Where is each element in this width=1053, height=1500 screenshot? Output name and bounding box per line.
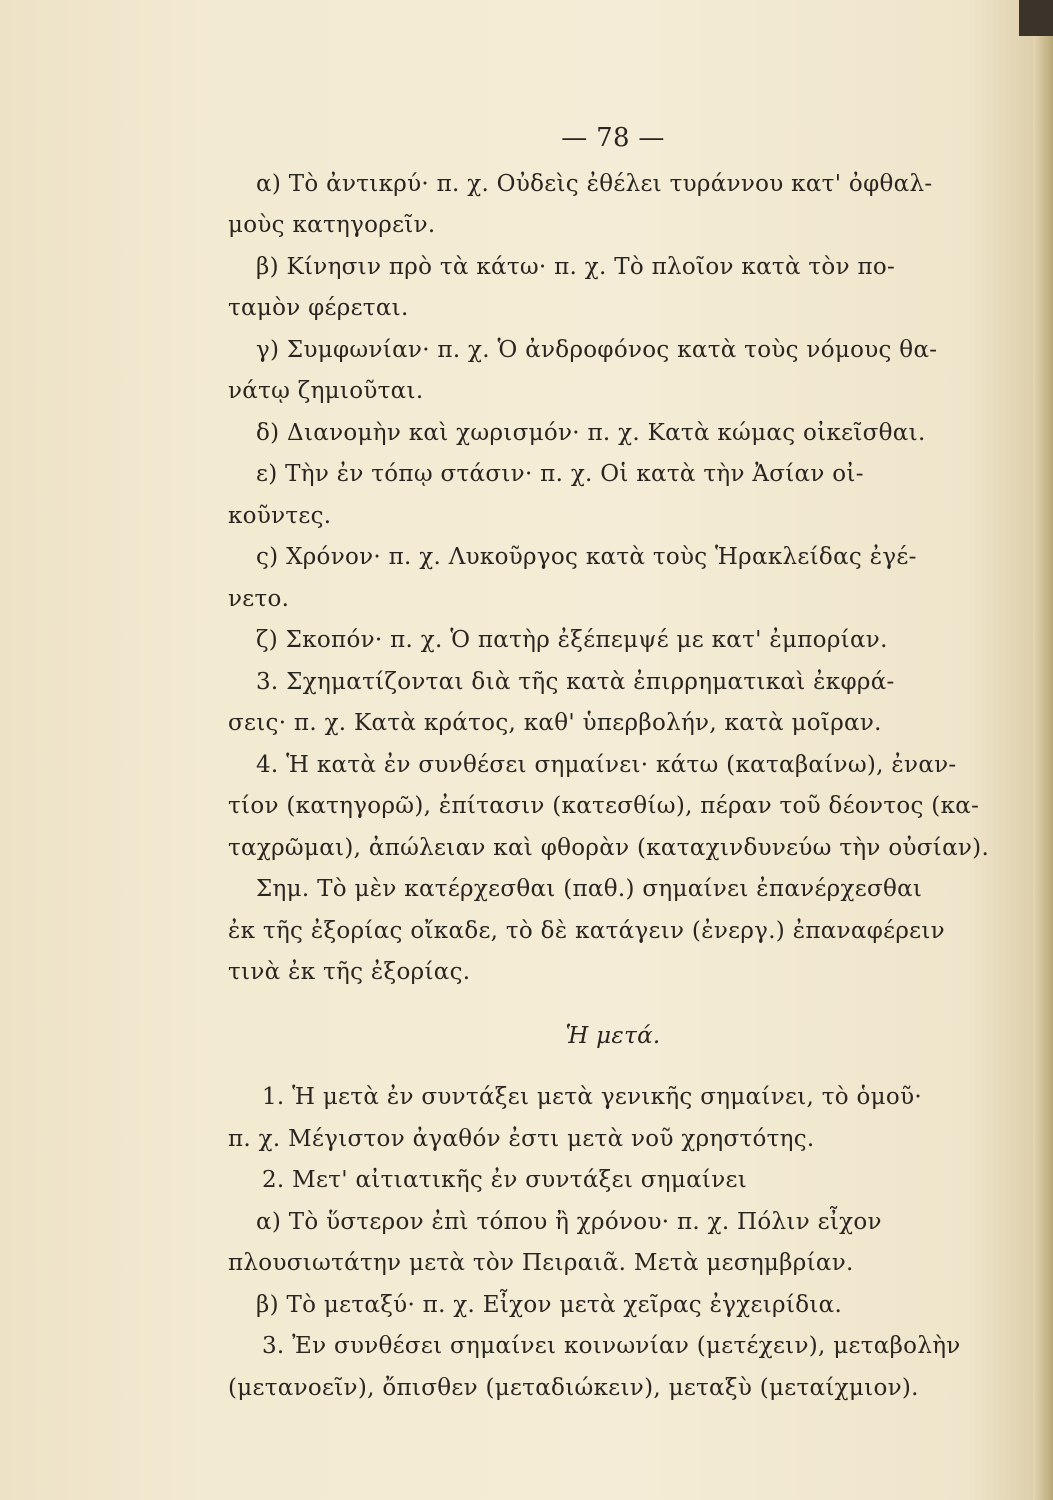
- text-line: Σημ. Τὸ μὲν κατέρχεσθαι (παθ.) σημαίνει ἐπανέρχεσθαι: [256, 876, 923, 902]
- page-text: [228, 118, 990, 1409]
- text-line: τίον (κατηγορῶ), ἐπίτασιν (κατεσθίω), πέραν τοῦ δέοντος (κα-: [228, 793, 980, 819]
- text-line: α) Τὸ ἀντικρύ· π. χ. Οὐδεὶς ἐθέλει τυράννου κατ' ὀφθαλ-: [256, 170, 933, 197]
- text-line: (μετανοεῖν), ὄπισθεν (μεταδιώκειν), μεταξὺ (μεταίχμιον).: [228, 1374, 919, 1401]
- text-line: α) Τὸ ὕστερον ἐπὶ τόπου ἢ χρόνου· π. χ. Πόλιν εἶχον: [256, 1208, 882, 1235]
- text-line: 3. Ἐν συνθέσει σημαίνει κοινωνίαν (μετέχειν), μεταβολὴν: [262, 1333, 961, 1359]
- text-line: 4. Ἡ κατὰ ἐν συνθέσει σημαίνει· κάτω (καταβαίνω), ἐναν-: [256, 751, 957, 778]
- text-line: γ) Συμφωνίαν· π. χ. Ὁ ἀνδροφόνος κατὰ τοὺς νόμους θα-: [256, 336, 938, 363]
- text-line: ζ) Σκοπόν· π. χ. Ὁ πατὴρ ἐξέπεμψέ με κατ' ἐμπορίαν.: [256, 627, 888, 653]
- text-line: τινὰ ἐκ τῆς ἐξορίας.: [228, 959, 471, 985]
- text-line: νετο.: [228, 585, 290, 612]
- text-line: 2. Μετ' αἰτιατικῆς ἐν συντάξει σημαίνει: [262, 1167, 748, 1193]
- page-edge: [1033, 0, 1053, 1500]
- text-line: δ) Διανομὴν καὶ χωρισμόν· π. χ. Κατὰ κώμας οἰκεῖσθαι.: [256, 419, 926, 446]
- text-line: ταχρῶμαι), ἀπώλειαν καὶ φθορὰν (καταχινδυνεύω τὴν οὐσίαν).: [228, 834, 990, 861]
- text-block-meta: [228, 1077, 961, 1409]
- text-line: ε) Τὴν ἐν τόπῳ στάσιν· π. χ. Οἱ κατὰ τὴν Ἀσίαν οἰ-: [256, 461, 864, 487]
- text-line: 1. Ἡ μετὰ ἐν συντάξει μετὰ γενικῆς σημαίνει, τὸ ὁμοῦ·: [262, 1084, 922, 1110]
- text-line: μοὺς κατηγορεῖν.: [228, 212, 436, 238]
- text-line: ς) Χρόνον· π. χ. Λυκοῦργος κατὰ τοὺς Ἡρακλείδας ἐγέ-: [256, 544, 917, 570]
- text-line: νάτῳ ζημιοῦται.: [228, 378, 424, 404]
- text-line: κοῦντες.: [228, 502, 332, 529]
- text-block-kata: [228, 164, 990, 994]
- text-line: ταμὸν φέρεται.: [228, 295, 409, 321]
- text-line: πλουσιωτάτην μετὰ τὸν Πειραιᾶ. Μετὰ μεσημβρίαν.: [228, 1250, 854, 1276]
- section-heading: Ἡ μετά.: [565, 1022, 661, 1049]
- text-line: β) Τὸ μεταξύ· π. χ. Εἶχον μετὰ χεῖρας ἐγχειρίδια.: [256, 1291, 843, 1318]
- text-line: π. χ. Μέγιστον ἀγαθόν ἐστι μετὰ νοῦ χρηστότης.: [228, 1125, 815, 1152]
- text-line: β) Κίνησιν πρὸ τὰ κάτω· π. χ. Τὸ πλοῖον κατὰ τὸν πο-: [256, 253, 896, 280]
- text-line: ἐκ τῆς ἐξορίας οἴκαδε, τὸ δὲ κατάγειν (ἐνεργ.) ἐπαναφέρειν: [228, 917, 945, 944]
- page-corner-shadow: [1019, 0, 1053, 36]
- page-number: — 78 —: [561, 123, 665, 153]
- text-line: 3. Σχηματίζονται διὰ τῆς κατὰ ἐπιρρηματικαὶ ἐκφρά-: [256, 668, 895, 695]
- text-line: σεις· π. χ. Κατὰ κράτος, καθ' ὑπερβολήν, κατὰ μοῖραν.: [228, 710, 882, 736]
